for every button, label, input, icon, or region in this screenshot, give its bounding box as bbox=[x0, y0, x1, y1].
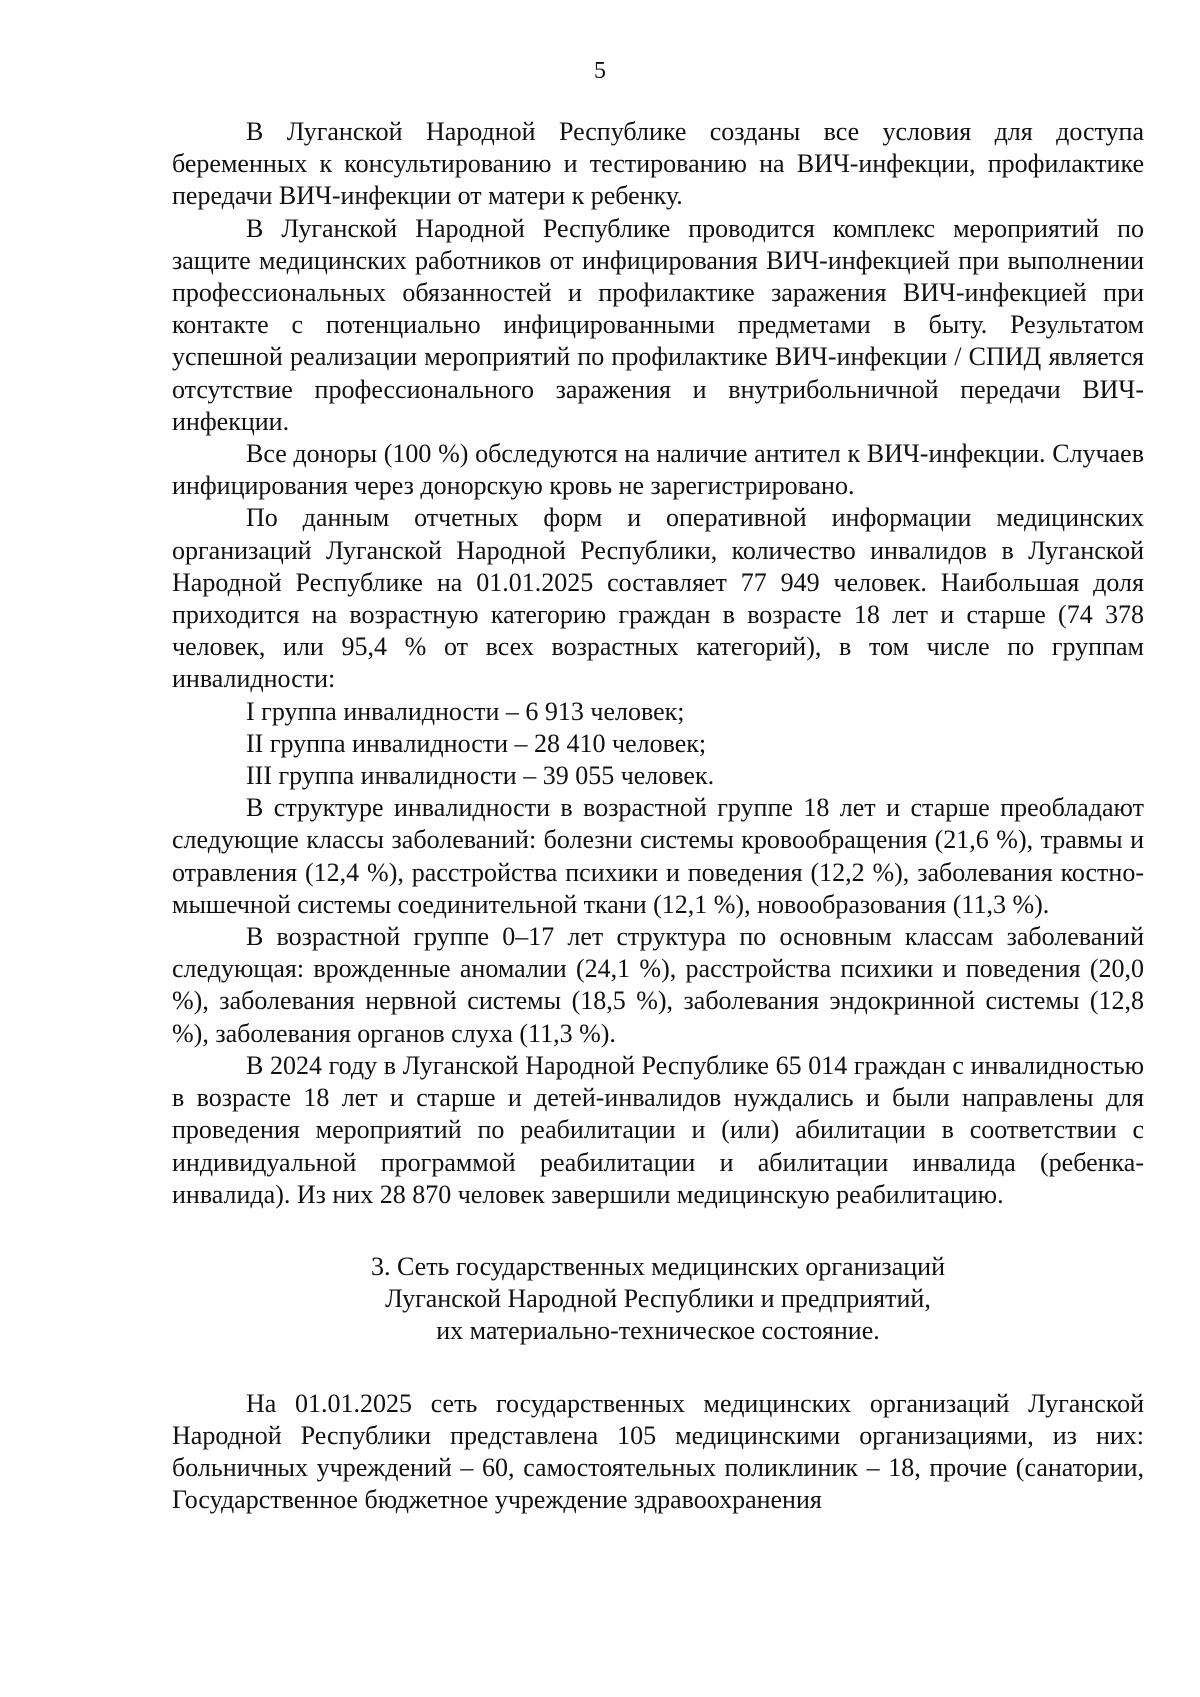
disability-group-1: I группа инвалидности – 6 913 человек; bbox=[246, 696, 685, 726]
paragraph-child-disability-structure: В возрастной группе 0–17 лет структура по основным классам заболеваний следующая: врожденные аномалии (24,1 %), расстройства психики и поведения (20,0 %), заболевания нервной системы (18,5 %), заболевания эндокринной системы (12,8 %), заболевания органов слуха (11,3 %). bbox=[172, 922, 1144, 1048]
paragraph-medical-network: На 01.01.2025 сеть государственных медицинских организаций Луганской Народной Республики представлена 105 медицинскими организациями, из них: больничных учреждений – 60, самостоятельных поликлиник – 18, прочие (санатории, Государственное бюджетное учреждение здравоохранения bbox=[172, 1388, 1144, 1515]
section-heading-line-3: их материально-техническое состояние. bbox=[436, 1316, 880, 1346]
paragraph-hiv-pregnant-access: В Луганской Народной Республике созданы все условия для доступа беременных к консультированию и тестированию на ВИЧ-инфекции, профилактике передачи ВИЧ-инфекции от матери к ребенку. bbox=[172, 117, 1144, 211]
paragraph-disability-statistics: По данным отчетных форм и оперативной информации медицинских организаций Луганской Народной Республики, количество инвалидов в Луганской Народной Республике на 01.01.2025 составляет 77 949 человек. Наибольшая доля приходится на возрастную категорию граждан в возрасте 18 лет и старше (74 378 человек, или 95,4 % от всех возрастных категорий), в том числе по группам инвалидности: bbox=[172, 503, 1144, 694]
section-heading bbox=[172, 1251, 1144, 1348]
paragraph-donor-screening: Все доноры (100 %) обследуются на наличие антител к ВИЧ-инфекции. Случаев инфицирования через донорскую кровь не зарегистрировано. bbox=[172, 439, 1144, 501]
disability-group-2: II группа инвалидности – 28 410 человек; bbox=[246, 728, 707, 758]
page-number: 5 bbox=[594, 58, 606, 84]
section-heading-line-1: 3. Сеть государственных медицинских организаций bbox=[371, 1251, 945, 1281]
paragraph-adult-disability-structure: В структуре инвалидности в возрастной группе 18 лет и старше преобладают следующие классы заболеваний: болезни системы кровообращения (21,6 %), травмы и отравления (12,4 %), расстройства психики и поведения (12,2 %), заболевания костно-мышечной системы соединительной ткани (12,1 %), новообразования (11,3 %). bbox=[172, 793, 1144, 919]
document-body bbox=[172, 116, 1144, 1516]
disability-group-3: III группа инвалидности – 39 055 человек. bbox=[246, 761, 715, 791]
section-heading-line-2: Луганской Народной Республики и предприятий, bbox=[385, 1284, 931, 1314]
paragraph-rehabilitation-2024: В 2024 году в Луганской Народной Республике 65 014 граждан с инвалидностью в возрасте 18 лет и старше и детей-инвалидов нуждались и были направлены для проведения мероприятий по реабилитации и (или) абилитации в соответствии с индивидуальной программой реабилитации и абилитации инвалида (ребенка-инвалида). Из них 28 870 человек завершили медицинскую реабилитацию. bbox=[172, 1050, 1144, 1209]
paragraph-hiv-medical-workers: В Луганской Народной Республике проводится комплекс мероприятий по защите медицинских работников от инфицирования ВИЧ-инфекцией при выполнении профессиональных обязанностей и профилактике заражения ВИЧ-инфекцией при контакте с потенциально инфицированными предметами в быту. Результатом успешной реализации мероприятий по профилактике ВИЧ-инфекции / СПИД является отсутствие профессионального заражения и внутрибольничной передачи ВИЧ-инфекции. bbox=[172, 213, 1144, 436]
